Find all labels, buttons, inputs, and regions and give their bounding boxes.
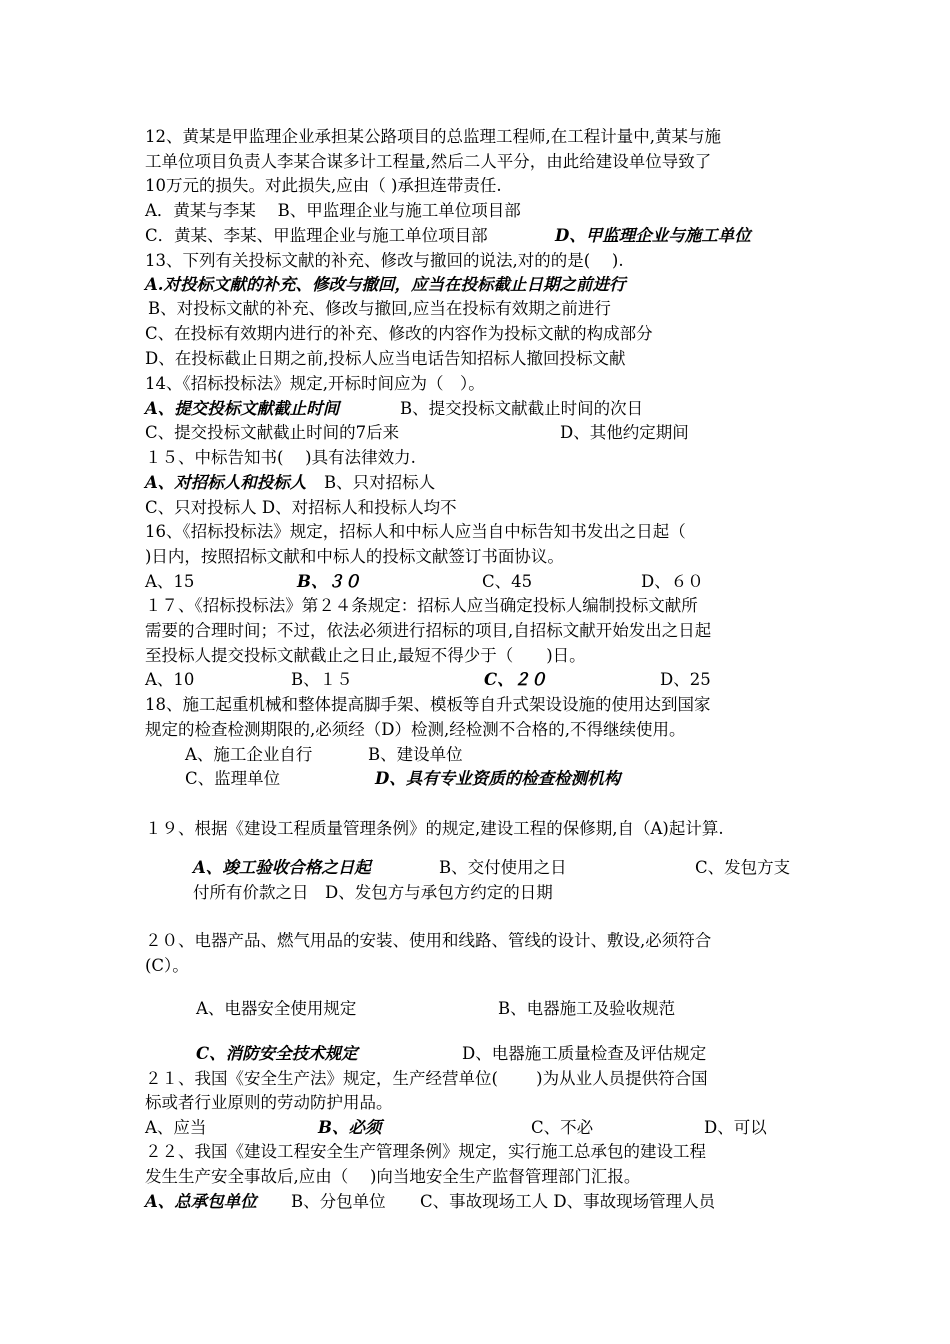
q18-option-c: C、监理单位 [185, 769, 281, 788]
q21-option-c: C、不必 [531, 1118, 594, 1137]
q12-option-d-answer: D、甲监理企业与施工单位 [555, 226, 751, 245]
q18-line-1: 18、施工起重机械和整体提高脚手架、模板等自升式架设设施的使用达到国家 [145, 695, 711, 714]
q20-option-a: A、电器安全使用规定 [196, 999, 357, 1018]
q15-option-b: B、只对招标人 [324, 473, 436, 492]
q15-stem: １５、中标告知书( )具有法律效力. [145, 448, 416, 467]
q13-option-a-answer: A.对投标文献的补充、修改与撤回，应当在投标截止日期之前进行 [145, 275, 626, 294]
q17-option-c-answer: C、２０ [484, 670, 547, 689]
q15-options-cd: C、只对投标人 D、对招标人和投标人均不 [145, 498, 457, 517]
q12-option-c: C．黄某、李某、甲监理企业与施工单位项目部 [145, 226, 488, 245]
q12-options-ab: A．黄某与李某 B、甲监理企业与施工单位项目部 [145, 201, 521, 220]
q17-option-b: B、１５ [291, 670, 353, 689]
q21-option-b-answer: B、必须 [318, 1118, 382, 1137]
q16-option-b-answer: B、３０ [297, 572, 361, 591]
q14-option-d: D、其他约定期间 [560, 423, 689, 442]
q13-stem: 13、下列有关投标文献的补充、修改与撤回的说法,对的的是( ). [145, 251, 624, 270]
q21-line-2: 标或者行业原则的劳动防护用品。 [145, 1093, 393, 1112]
q12-line-3: 10万元的损失。对此损失,应由（ )承担连带责任. [145, 176, 502, 195]
q20-option-c-answer: C、消防安全技术规定 [196, 1044, 358, 1063]
q14-option-c: C、提交投标文献截止时间的7后来 [145, 423, 400, 442]
q16-line-1: 16、《招标投标法》规定，招标人和中标人应当自中标告知书发出之日起（ [145, 522, 686, 541]
q20-option-b: B、电器施工及验收规范 [498, 999, 676, 1018]
q19-option-b: B、交付使用之日 [439, 858, 567, 877]
q21-option-a: A、应当 [145, 1118, 207, 1137]
q14-option-a-answer: A、提交投标文献截止时间 [145, 399, 340, 418]
q12-line-2: 工单位项目负责人李某合谋多计工程量,然后二人平分，由此给建设单位导致了 [145, 152, 712, 171]
q20-line-1: ２０、电器产品、燃气用品的安装、使用和线路、管线的设计、敷设,必须符合 [145, 931, 712, 950]
q19-option-c-cont-and-d: 付所有价款之日 D、发包方与承包方约定的日期 [193, 883, 553, 902]
q16-option-c: C、45 [482, 572, 533, 591]
q21-line-1: ２１、我国《安全生产法》规定，生产经营单位( )为从业人员提供符合国 [145, 1069, 708, 1088]
q22-line-1: ２２、我国《建设工程安全生产管理条例》规定，实行施工总承包的建设工程 [145, 1142, 706, 1161]
q14-stem: 14、《招标投标法》规定,开标时间应为（ ）。 [145, 374, 485, 393]
q17-line-3: 至投标人提交投标文献截止之日止,最短不得少于（ )日。 [145, 646, 586, 665]
q18-option-d-answer: D、具有专业资质的检查检测机构 [375, 769, 621, 788]
q19-option-c: C、发包方支 [695, 858, 791, 877]
q22-line-2: 发生生产安全事故后,应由（ )向当地安全生产监督管理部门汇报。 [145, 1167, 641, 1186]
q17-line-2: 需要的合理时间；不过，依法必须进行招标的项目,自招标文献开始发出之日起 [145, 621, 712, 640]
q16-line-2: )日内，按照招标文献和中标人的投标文献签订书面协议。 [145, 547, 564, 566]
q16-option-d: D、６０ [641, 572, 704, 591]
q17-line-1: １７、《招标投标法》第２４条规定：招标人应当确定投标人编制投标文献所 [145, 596, 698, 615]
q22-options-cd: C、事故现场工人 D、事故现场管理人员 [420, 1192, 716, 1211]
q18-option-a: A、施工企业自行 [185, 745, 313, 764]
q22-option-a-answer: A、总承包单位 [145, 1192, 257, 1211]
q20-option-d: D、电器施工质量检查及评估规定 [462, 1044, 707, 1063]
q14-option-b: B、提交投标文献截止时间的次日 [400, 399, 644, 418]
q17-option-d: D、25 [660, 670, 711, 689]
q19-option-a-answer: A、竣工验收合格之日起 [193, 858, 371, 877]
q19-stem: １９、根据《建设工程质量管理条例》的规定,建设工程的保修期,自（A)起计算. [145, 819, 724, 838]
q13-option-d: D、在投标截止日期之前,投标人应当电话告知招标人撤回投标文献 [145, 349, 626, 368]
q13-option-c: C、在投标有效期内进行的补充、修改的内容作为投标文献的构成部分 [145, 324, 653, 343]
q12-line-1: 12、黄某是甲监理企业承担某公路项目的总监理工程师,在工程计量中,黄某与施 [145, 127, 721, 146]
q22-option-b: B、分包单位 [291, 1192, 386, 1211]
q18-option-b: B、建设单位 [368, 745, 463, 764]
q18-line-2: 规定的检查检测期限的,必须经（D）检测,经检测不合格的,不得继续使用。 [145, 720, 686, 739]
q15-option-a-answer: A、对招标人和投标人 [145, 473, 307, 492]
q17-option-a: A、10 [145, 670, 195, 689]
q21-option-d: D、可以 [704, 1118, 767, 1137]
q13-option-b: B、对投标文献的补充、修改与撤回,应当在投标有效期之前进行 [148, 299, 611, 318]
q16-option-a: A、15 [145, 572, 195, 591]
q20-line-2: (C）。 [145, 956, 189, 975]
